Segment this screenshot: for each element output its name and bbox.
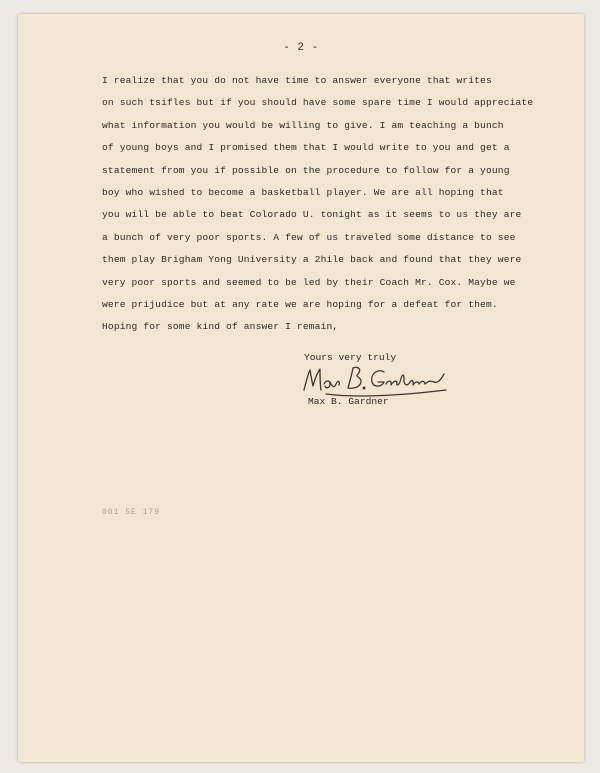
- body-line: what information you would be willing to give. I am teaching a bunch: [102, 119, 504, 131]
- body-line: were prijudice but at any rate we are hoping for a defeat for them.: [102, 298, 498, 310]
- page-number: - 2 -: [283, 42, 319, 54]
- signer-name: Max B. Gardner: [308, 396, 389, 407]
- closing-salutation: Yours very truly: [304, 352, 397, 363]
- body-line: a bunch of very poor sports. A few of us traveled some distance to see: [102, 231, 516, 243]
- body-line: statement from you if possible on the procedure to follow for a young: [102, 164, 510, 176]
- letter-page: [18, 14, 584, 762]
- handwritten-signature: [296, 360, 456, 400]
- body-line: you will be able to beat Colorado U. tonight as it seems to us they are: [102, 209, 522, 221]
- letter-body: [102, 70, 572, 339]
- body-line: of young boys and I promised them that I would write to you and get a: [102, 142, 510, 154]
- body-line: them play Brigham Yong University a 2hile back and found that they were: [102, 254, 522, 266]
- archival-file-mark: 001 5E 179: [102, 508, 161, 517]
- body-line: Hoping for some kind of answer I remain,: [102, 321, 339, 333]
- body-line: very poor sports and seemed to be led by their Coach Mr. Cox. Maybe we: [102, 276, 516, 288]
- body-line: boy who wished to become a basketball player. We are all hoping that: [102, 186, 504, 198]
- body-line: I realize that you do not have time to answer everyone that writes: [102, 75, 492, 86]
- body-line: on such tsifles but if you should have some spare time I would appreciate: [102, 97, 534, 109]
